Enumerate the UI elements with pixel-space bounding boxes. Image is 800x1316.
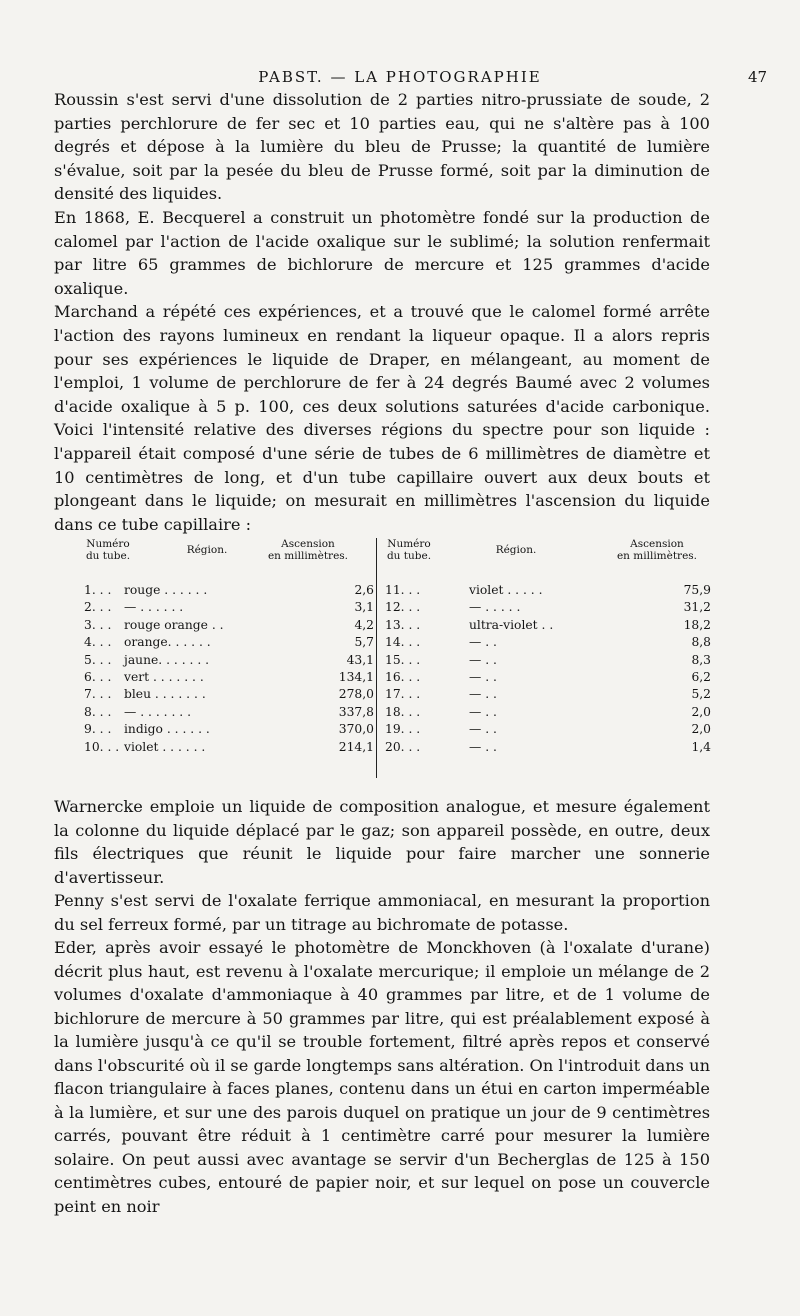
table-row	[377, 686, 721, 703]
table-row	[80, 582, 392, 599]
table-row	[80, 721, 392, 738]
paragraph-marchand: Marchand a répété ces expériences, et a trouvé que le calomel formé arrête l'action des rayons lumineux en rendant la liqueur opaque. Il a alors repris pour ses expériences le liquide de Draper, en mélangeant, au moment de l'emploi, 1 volume de perchlorure de fer à 24 degrés Baumé avec 2 volumes d'acide oxalique à 5 p. 100, ces deux solutions saturées d'acide carbonique. Voici l'intensité relative des diverses régions du spectre pour son liquide : l'appareil était composé d'une série de tubes de 6 millimètres de diamètre et 10 centimètres de long, et d'un tube capillaire ouvert aux deux bouts et plongeant dans le liquide; on mesurait en millimètres l'ascension du liquide dans ce tube capillaire :	[54, 302, 710, 534]
table-row	[377, 652, 721, 669]
ascension-value: 31,2	[683, 600, 711, 615]
region-cell: ultra-violet . .	[469, 617, 554, 632]
table-header-right	[377, 538, 721, 572]
paragraph-warnercke: Warnercke emploie un liquide de composition analogue, et mesure également la colonne du liquide déplacé par le gaz; son appareil possède, en outre, deux fils électriques que réunit le liquide pour faire marcher une sonnerie d'avertisseur.	[54, 797, 710, 887]
tube-number: 12. . .	[385, 600, 421, 615]
tube-number: 17. . .	[385, 687, 421, 702]
paragraph-penny: Penny s'est servi de l'oxalate ferrique ammoniacal, en mesurant la proportion du sel ferreux formé, par un titrage au bichromate de potasse.	[54, 891, 710, 934]
ascension-value: 214,1	[338, 739, 374, 754]
ascension-value: 8,8	[691, 635, 711, 650]
ascension-value: 337,8	[338, 704, 374, 719]
ascension-value: 75,9	[683, 583, 711, 597]
table-row	[377, 739, 721, 756]
region-cell: — . .	[469, 670, 497, 684]
table-row	[377, 704, 721, 721]
region-cell: orange. . . . . .	[124, 635, 211, 650]
tube-number: 1. . .	[84, 583, 112, 597]
region-cell: — . .	[469, 687, 497, 702]
table-left-half	[80, 538, 392, 778]
tube-number: 16. . .	[385, 670, 421, 684]
ascension-value: 4,2	[354, 617, 374, 632]
header-ascension-line1: Ascension	[281, 538, 335, 550]
header-numero	[381, 538, 437, 562]
table-row	[377, 617, 721, 634]
region-cell: rouge . . . . . .	[124, 583, 208, 597]
table-row	[80, 669, 392, 686]
body-text-bottom	[54, 795, 710, 1218]
table-row	[377, 634, 721, 651]
ascension-value: 43,1	[346, 652, 374, 667]
header-numero-line2: du tube.	[85, 550, 131, 562]
header-numero-line1: Numéro	[387, 538, 431, 550]
region-cell: violet . . . . .	[469, 583, 543, 597]
ascension-value: 8,3	[691, 652, 711, 667]
header-region: Région.	[186, 544, 228, 556]
tube-number: 19. . .	[385, 722, 421, 737]
tube-number: 14. . .	[385, 635, 421, 650]
table-row	[80, 634, 392, 651]
ascension-value: 1,4	[691, 739, 711, 754]
region-cell: — . . . . . .	[124, 600, 184, 615]
region-cell: — . .	[469, 635, 497, 650]
ascension-value: 278,0	[338, 687, 374, 702]
region-cell: — . .	[469, 739, 497, 754]
tube-number: 8. . .	[84, 704, 112, 719]
tube-number: 13. . .	[385, 617, 421, 632]
table-row	[80, 686, 392, 703]
region-cell: — . . . . . . .	[124, 704, 192, 719]
header-region: Région.	[495, 544, 537, 556]
running-title: PABST. — LA PHOTOGRAPHIE	[258, 68, 542, 86]
tube-number: 9. . .	[84, 722, 112, 737]
tube-number: 6. . .	[84, 670, 112, 684]
table-row	[80, 704, 392, 721]
region-cell: — . .	[469, 652, 497, 667]
header-ascension	[597, 538, 717, 562]
header-numero	[80, 538, 136, 562]
header-numero-line2: du tube.	[386, 550, 432, 562]
table-right-half	[376, 538, 721, 778]
table-row	[80, 599, 392, 616]
table-row	[377, 582, 721, 599]
ascension-value: 2,6	[354, 583, 374, 597]
region-cell: — . .	[469, 722, 497, 737]
ascension-value: 3,1	[354, 600, 374, 615]
tube-number: 5. . .	[84, 652, 112, 667]
ascension-value: 5,7	[354, 635, 374, 650]
region-cell: violet . . . . . .	[124, 739, 206, 754]
ascension-value: 18,2	[683, 617, 711, 632]
tube-number: 20. . .	[385, 739, 421, 754]
table-row	[80, 617, 392, 634]
table-row	[377, 721, 721, 738]
tube-number: 11. . .	[385, 583, 421, 597]
body-text-top	[54, 88, 710, 536]
region-cell: rouge orange . .	[124, 617, 224, 632]
ascension-value: 2,0	[691, 722, 711, 737]
header-numero-line1: Numéro	[86, 538, 130, 550]
table-header-left	[80, 538, 392, 572]
tube-number: 7. . .	[84, 687, 112, 702]
ascension-value: 6,2	[691, 670, 711, 684]
region-cell: — . . . . .	[469, 600, 521, 615]
tube-number: 18. . .	[385, 704, 421, 719]
paragraph-roussin: Roussin s'est servi d'une dissolution de 2 parties nitro-prussiate de soude, 2 parties perchlorure de fer sec et 10 parties eau, qui ne s'altère pas à 100 degrés et dépose à la lumière du bleu de Prusse; la quantité de lumière s'évalue, soit par la pesée du bleu de Prusse formé, soit par la diminution de densité des liquides.	[54, 90, 710, 204]
header-ascension-line2: en millimètres.	[267, 550, 349, 562]
ascension-value: 2,0	[691, 704, 711, 719]
tube-number: 10. . .	[84, 739, 120, 754]
tube-number: 3. . .	[84, 617, 112, 632]
tube-number: 2. . .	[84, 600, 112, 615]
header-ascension-line2: en millimètres.	[616, 550, 698, 562]
region-cell: — . .	[469, 704, 497, 719]
spectrum-table	[80, 538, 720, 778]
header-ascension-line1: Ascension	[630, 538, 684, 550]
page-number: 47	[748, 68, 768, 86]
table-row	[80, 652, 392, 669]
region-cell: vert . . . . . . .	[124, 670, 204, 684]
table-row	[80, 739, 392, 756]
region-cell: bleu . . . . . . .	[124, 687, 206, 702]
table-row	[377, 669, 721, 686]
header-ascension	[252, 538, 364, 562]
paragraph-becquerel: En 1868, E. Becquerel a construit un photomètre fondé sur la production de calomel par l'action de l'acide oxalique sur le sublimé; la solution renfermait par litre 65 grammes de bichlorure de mercure et 125 grammes d'acide oxalique.	[54, 207, 710, 298]
paragraph-eder: Eder, après avoir essayé le photomètre de Monckhoven (à l'oxalate d'urane) décrit plus haut, est revenu à l'oxalate mercurique; il emploie un mélange de 2 volumes d'oxalate d'ammoniaque à 40 grammes par litre, et de 1 volume de bichlorure de mercure à 50 grammes par litre, qui est préalablement exposé à la lumière jusqu'à ce qu'il se trouble fortement, filtré après repos et conservé dans l'obscurité où il se garde longtemps sans altération. On l'introduit dans un flacon triangulaire à faces planes, contenu dans un étui en carton imperméable à la lumière, et sur une des parois duquel on pratique un jour de 9 centimètres carrés, pouvant être réduit à 1 centimètre carré pour mesurer la lumière solaire. On peut aussi avec avantage se servir d'un Becherglas de 125 à 150 centimètres cubes, entouré de papier noir, et sur lequel on pose un couvercle peint en noir	[54, 938, 710, 1216]
ascension-value: 5,2	[691, 687, 711, 702]
ascension-value: 370,0	[338, 722, 374, 737]
region-cell: jaune. . . . . . .	[124, 652, 210, 667]
region-cell: indigo . . . . . .	[124, 722, 210, 737]
tube-number: 4. . .	[84, 635, 112, 650]
ascension-value: 134,1	[338, 670, 374, 684]
table-row	[377, 599, 721, 616]
tube-number: 15. . .	[385, 652, 421, 667]
